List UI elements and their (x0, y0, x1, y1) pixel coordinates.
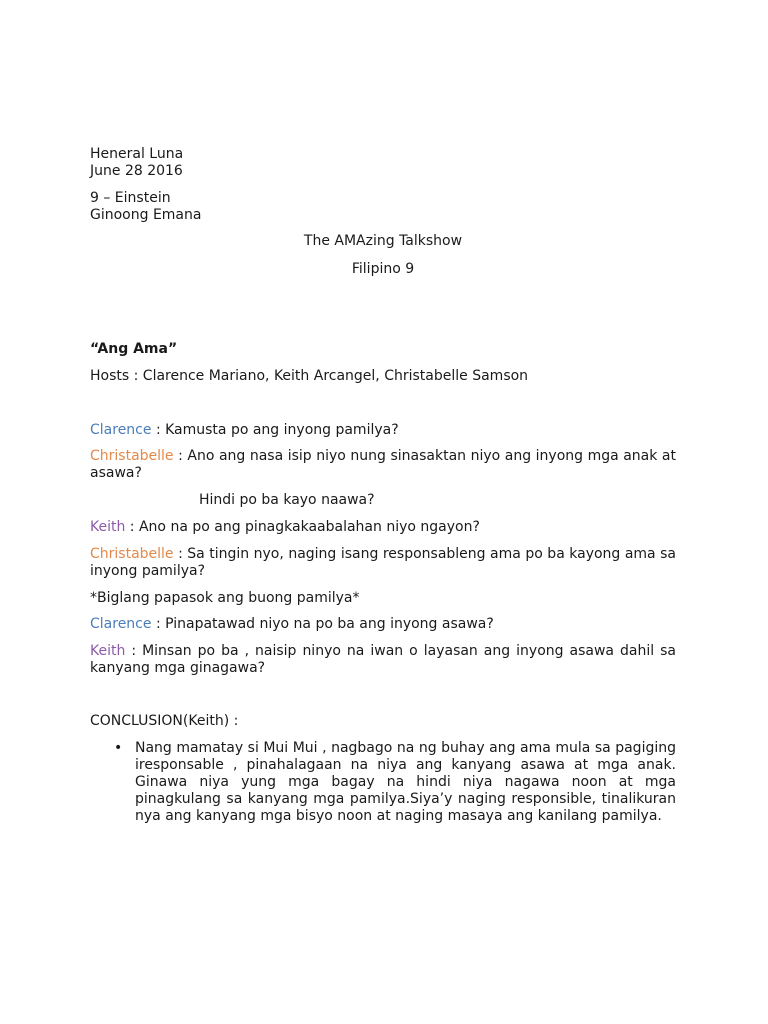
speaker-christabelle: Christabelle (90, 546, 174, 562)
subject-title: Filipino 9 (351, 261, 415, 277)
speaker-clarence: Clarence (90, 422, 152, 438)
dialogue-text: : Minsan po ba , naisip ninyo na iwan o layasan ang inyong asawa dahil sa kanyang mga ginagawa? (90, 643, 676, 676)
dialogue-line (90, 422, 676, 439)
speaker-keith: Keith (90, 643, 126, 659)
dialogue-text: : Ano na po ang pinagkakaabalahan niyo ngayon? (125, 519, 480, 535)
dialogue-text: : Sa tingin nyo, naging isang responsableng ama po ba kayong ama sa inyong pamilya? (90, 546, 676, 579)
dialogue-line (90, 448, 676, 482)
conclusion-label: CONCLUSION(Keith) : (90, 713, 239, 729)
header-section: 9 – Einstein (90, 190, 171, 206)
speaker-keith: Keith (90, 519, 126, 535)
dialogue-line (90, 546, 676, 580)
speaker-christabelle: Christabelle (90, 448, 174, 464)
header-teacher: Ginoong Emana (90, 207, 202, 223)
conclusion-text: Nang mamatay si Mui Mui , nagbago na ng buhay ang ama mula sa pagiging iresponsable , pinahalagaan na niya ang kanyang asawa at mga anak. Ginawa niya yung mga bagay na hindi niya nagawa noon at mga pinagkulang sa kanyang mga pamilya.Siya’y naging responsible, tinalikuran nya ang kanyang mga bisyo noon at naging masaya ang kanilang pamilya. (135, 740, 676, 824)
header-movie: Heneral Luna (90, 146, 184, 162)
dialogue-line (90, 616, 676, 633)
dialogue-followup: Hindi po ba kayo naawa? (199, 492, 375, 508)
bullet-icon: • (114, 740, 123, 756)
dialogue-text: : Kamusta po ang inyong pamilya? (151, 422, 399, 438)
speaker-clarence: Clarence (90, 616, 152, 632)
header-date: June 28 2016 (90, 163, 183, 179)
show-title: The AMAzing Talkshow (303, 233, 463, 249)
dialogue-line (90, 519, 676, 536)
dialogue-text: : Pinapatawad niyo na po ba ang inyong asawa? (151, 616, 494, 632)
conclusion-bullet-item (90, 740, 676, 825)
dialogue-text: : Ano ang nasa isip niyo nung sinasaktan niyo ang inyong mga anak at asawa? (90, 448, 676, 481)
hosts-line: Hosts : Clarence Mariano, Keith Arcangel, Christabelle Samson (90, 368, 529, 384)
stage-direction: *Biglang papasok ang buong pamilya* (90, 590, 360, 606)
segment-title: “Ang Ama” (90, 341, 178, 357)
dialogue-line (90, 643, 676, 677)
